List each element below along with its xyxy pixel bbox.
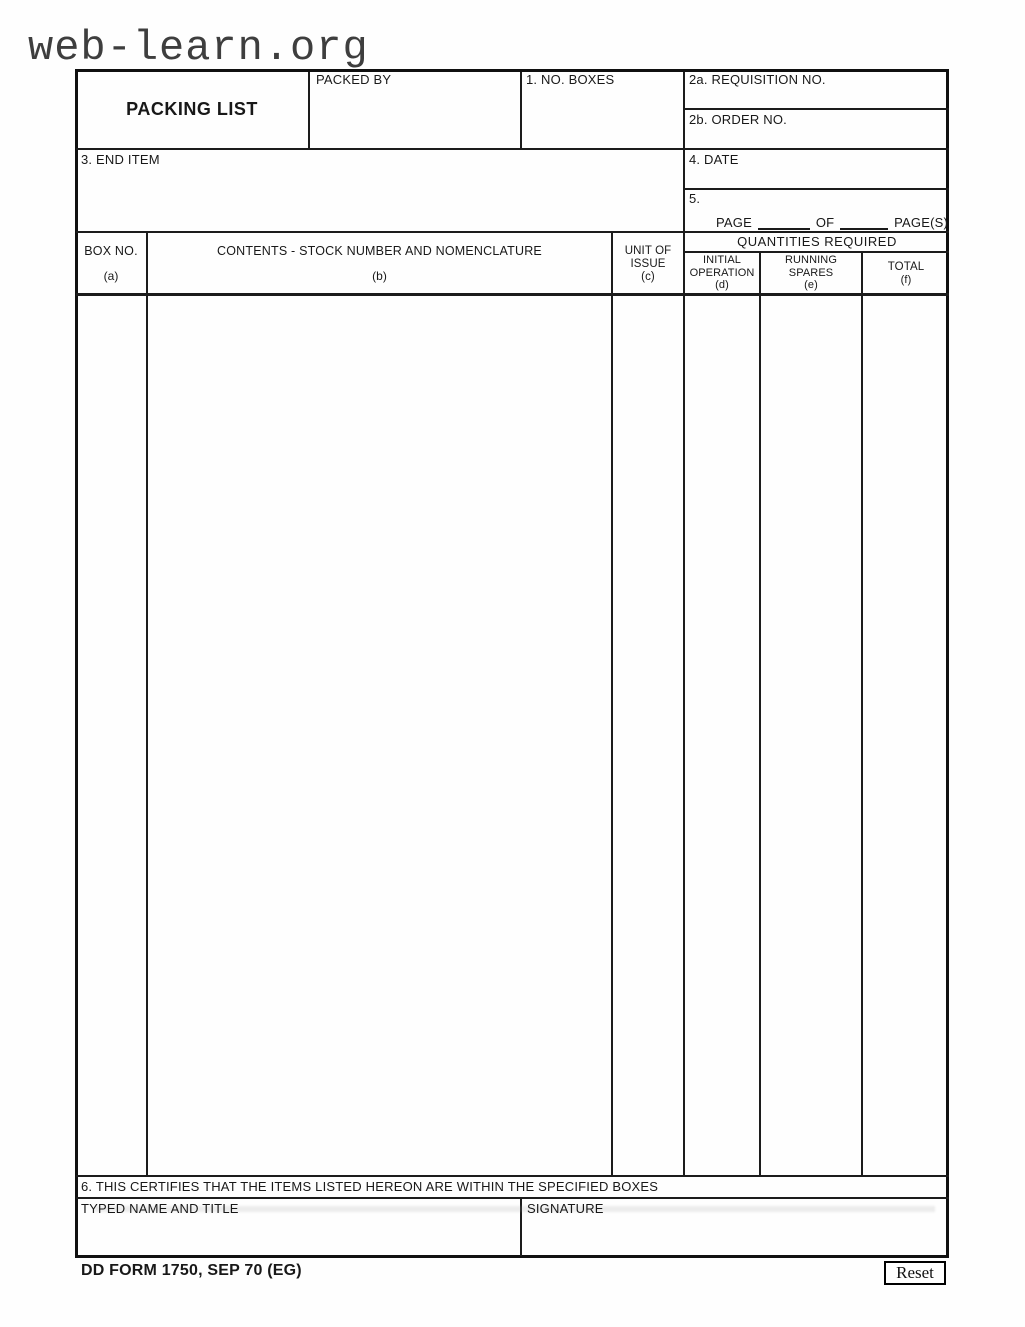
col-header-contents [148,233,611,293]
requisition-no-label: 2a. REQUISITION NO. [689,72,826,87]
grid-line [683,188,949,190]
running-spares-column-field[interactable] [762,296,859,1174]
contents-label: CONTENTS - STOCK NUMBER AND NOMENCLATURE [217,243,542,258]
col-header-running-spares [761,253,861,293]
contents-column-field[interactable] [149,296,609,1174]
grid-line [611,232,613,1177]
date-field[interactable] [686,168,947,187]
box-no-sub: (a) [103,268,119,283]
total-column-field[interactable] [864,296,946,1174]
grid-line [146,232,148,1177]
page-label: PAGE [716,215,752,230]
col-header-initial-operation [685,253,759,293]
end-item-field[interactable] [78,168,681,230]
requisition-no-field[interactable] [686,88,947,107]
grid-line [683,108,949,110]
grid-line [759,252,761,1177]
quantities-required-label: QUANTITIES REQUIRED [737,233,897,249]
pages-label: PAGE(S) [894,215,948,230]
unit-of-issue-line2: ISSUE [630,257,666,270]
signature-label: SIGNATURE [527,1201,604,1216]
unit-of-issue-column-field[interactable] [614,296,681,1174]
unit-of-issue-line1: UNIT OF [624,244,672,257]
order-no-field[interactable] [686,128,947,147]
initial-operation-line2: OPERATION [689,266,755,279]
grid-line [76,148,949,150]
order-no-label: 2b. ORDER NO. [689,112,787,127]
of-label: OF [815,215,835,230]
signature-field[interactable] [523,1216,946,1256]
running-spares-line1: RUNNING [784,254,838,267]
total-pages-blank[interactable] [840,212,888,230]
quantities-required-header [685,231,949,251]
no-boxes-label: 1. NO. BOXES [526,72,615,87]
unit-of-issue-sub: (c) [641,270,655,283]
initial-operation-sub: (d) [715,279,729,292]
certify-statement: 6. THIS CERTIFIES THAT THE ITEMS LISTED HEREON ARE WITHIN THE SPECIFIED BOXES [81,1179,659,1194]
total-label: TOTAL [887,261,925,274]
form-title: PACKING LIST [126,99,258,119]
box-no-label: BOX NO. [84,243,138,258]
grid-line [861,252,863,1177]
col-header-total [863,255,949,293]
grid-line [76,1197,949,1199]
packed-by-field[interactable] [312,90,518,147]
grid-line [76,1175,949,1177]
reset-button[interactable]: Reset [884,1261,946,1285]
running-spares-sub: (e) [804,279,818,292]
col-header-unit-of-issue [613,235,683,293]
contents-sub: (b) [372,268,387,283]
grid-line [520,72,522,150]
initial-operation-line1: INITIAL [703,254,741,267]
page-number-blank[interactable] [758,212,810,230]
end-item-label: 3. END ITEM [81,152,160,167]
watermark-text: web-learn.org [28,24,369,72]
typed-name-label: TYPED NAME AND TITLE [81,1201,239,1216]
no-boxes-field[interactable] [524,90,681,147]
typed-name-field[interactable] [78,1216,518,1256]
packed-by-label: PACKED BY [316,72,392,87]
form-id-text: DD FORM 1750, SEP 70 (EG) [81,1262,302,1279]
col-header-box-no [76,233,146,293]
date-label: 4. DATE [689,152,739,167]
page-of-pages-row [716,208,948,230]
item5-label: 5. [689,191,701,206]
running-spares-line2: SPARES [788,266,834,279]
initial-operation-column-field[interactable] [686,296,757,1174]
box-no-column-field[interactable] [78,296,144,1174]
total-sub: (f) [900,274,912,287]
